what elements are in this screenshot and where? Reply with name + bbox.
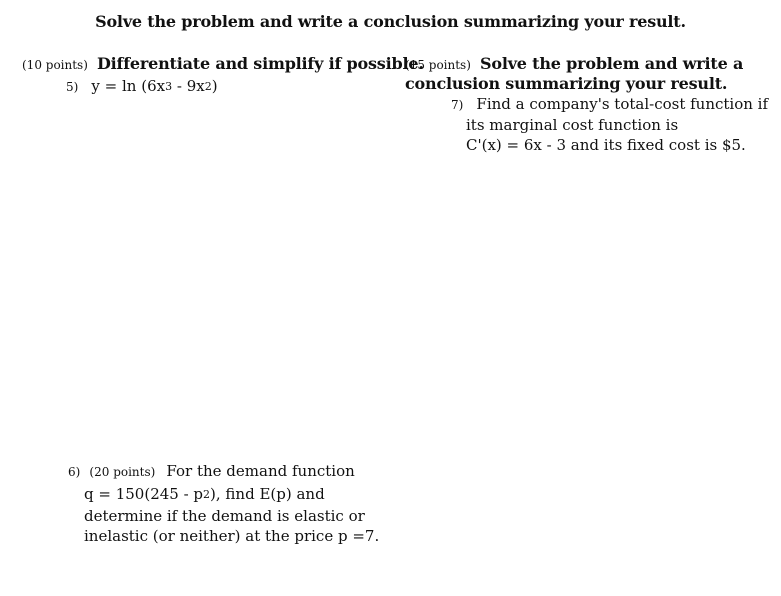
q7-number: 7) — [451, 98, 464, 112]
q7-line1-row — [451, 94, 768, 115]
page-title: Solve the problem and write a conclusion summarizing your result. — [95, 12, 686, 31]
q6-text-line1: For the demand function — [166, 462, 355, 480]
q5-equation: $y = \ln (6x^3 - 9x^2)$ — [91, 77, 218, 95]
q7-header-line1 — [405, 54, 743, 75]
q6-points: (20 points) — [89, 465, 156, 479]
q6-text-line4: inelastic (or neither) at the price p =7. — [84, 527, 380, 545]
q7-text-line2: its marginal cost function is — [466, 116, 679, 134]
q5-number: 5) — [66, 80, 79, 94]
q6-header — [68, 461, 355, 482]
q7-points: (15 points) — [405, 58, 471, 72]
q7-instruction-line2: conclusion summarizing your result. — [405, 74, 728, 93]
q5-equation-row — [66, 76, 218, 98]
q7-text-line3: C'(x) = 6x - 3 and its fixed cost is $5. — [466, 136, 746, 154]
q7-text-line1: Find a company's total-cost function if — [476, 95, 769, 113]
q7-instruction-line1: Solve the problem and write a — [480, 54, 744, 73]
q6-text-line3: determine if the demand is elastic or — [84, 507, 365, 525]
q5-instruction: Differentiate and simplify if possible. — [97, 54, 424, 73]
q5-header — [22, 54, 424, 75]
q5-points: (10 points) — [22, 58, 88, 72]
q6-number: 6) — [68, 465, 81, 479]
q6-text-line2: $q = 150(245 - p^2)$, find E(p) and — [84, 485, 325, 503]
